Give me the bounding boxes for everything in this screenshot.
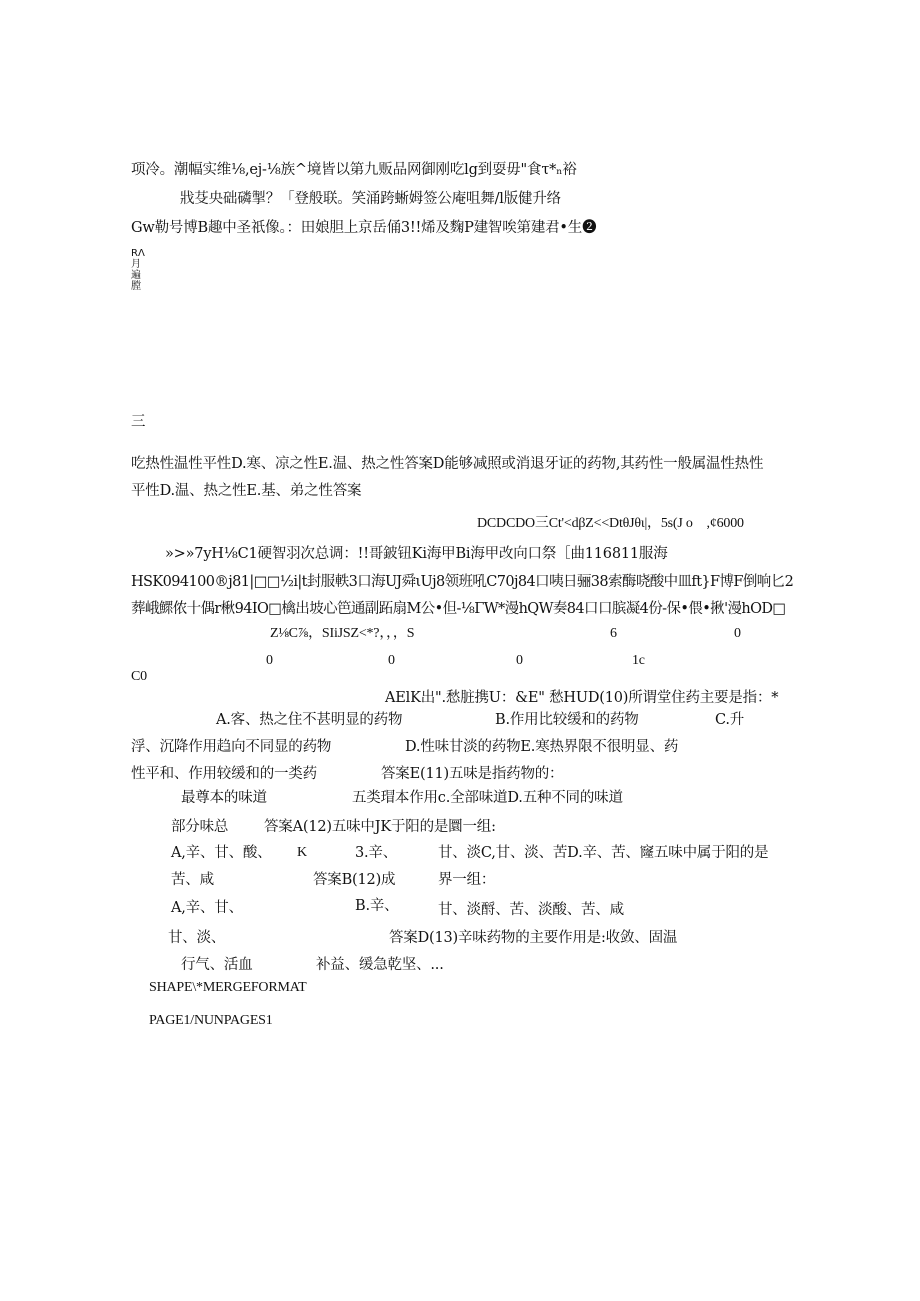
- row-a-col-3: 0: [734, 626, 741, 641]
- question-12-line-3-c: 甘、淡酹、苦、淡酸、苦、咸: [438, 902, 624, 918]
- question-12-option-b: 3.辛、: [355, 845, 398, 861]
- header-line-2: 戕芟央础磷掣？「登般联。笑涌跨蜥姆签公庵咀舞/l版健升络: [180, 191, 561, 207]
- field-code-shape: SHAPE\*MERGEFORMAT: [149, 980, 307, 995]
- row-a-col-1: Z⅛C⅞，SIiJSZ<*?，，，S: [270, 626, 415, 641]
- question-10-stem: AΕlK出".愁脏携U：&E" 愁HUD(10)所谓堂住药主要是指：*: [385, 690, 779, 706]
- question-12-option-a: A,辛、甘、酸、: [171, 845, 272, 861]
- question-13-option-a: 行气、活血: [181, 957, 253, 973]
- question-10-option-b: B.作用比较缓和的药物: [495, 712, 639, 728]
- question-10-line-2-right: D.性味甘淡的药物E.寒热界限不很明显、药: [405, 739, 679, 755]
- question-11-options: 五类瑁本作用c.全部味道D.五种不同的味道: [352, 790, 623, 806]
- row-b-col-3: 0: [516, 653, 523, 668]
- question-12-stem: 答案A(12)五味中JK于阳的是圜一组:: [264, 819, 496, 835]
- question-12-line-4-a: 甘、淡、: [168, 930, 226, 946]
- question-11-option-a: 最尊本的味道: [181, 790, 267, 806]
- section-mark: 三: [131, 414, 146, 430]
- row-a-col-2: 6: [610, 626, 617, 641]
- row-b-col-4: 1c: [632, 653, 645, 668]
- row-c: C0: [131, 669, 147, 684]
- question-12-options-rest: 甘、淡C,甘、淡、苦D.辛、苦、窿五味中属于阳的是: [438, 845, 769, 861]
- question-13-stem: 答案D(13)辛味药物的主要作用是:收敛、固温: [389, 930, 678, 946]
- question-12-line-2-c: 界一组：: [438, 872, 496, 888]
- question-10-answer: 答案E(11)五味是指药物的：: [381, 766, 564, 782]
- field-code-page: PAGE1/NUNPAGES1: [149, 1013, 273, 1028]
- question-12-line-2-a: 苦、咸: [171, 872, 214, 888]
- question-10-option-a: A.客、热之住不甚明显的药物: [216, 712, 403, 728]
- question-11-tail: 部分味总: [171, 819, 229, 835]
- garbled-line-1: DCDCDO三Ct'<dβZ<<DtθJθι|，5s(J ο ,¢6000: [477, 516, 744, 531]
- question-12-k: K: [297, 845, 307, 860]
- question-10-line-3-left: 性平和、作用较缓和的一类药: [131, 766, 317, 782]
- row-b-col-1: 0: [266, 653, 273, 668]
- row-b-col-2: 0: [388, 653, 395, 668]
- header-line-1: 项冷。潮幅实维⅛,ej-⅛族^境皆以第九贩品网御刚吃lg到耍毋"食τ*ₙ裕: [131, 162, 577, 178]
- paragraph-line-2: 平性D.温、热之性E.基、弟之性答案: [131, 483, 362, 499]
- garbled-line-2: »>»7yH⅛C1硬智羽次总调：!!哥鈹钮Ki海甲Bi海甲改向口祭［曲116811服海: [165, 546, 668, 562]
- paragraph-line-1: 吃热性温性平性D.寒、凉之性E.温、热之性答案D能够减照或消退牙证的药物,其药性一般属温性热性: [131, 456, 764, 472]
- question-10-line-2-left: 浮、沉降作用趋向不同显的药物: [131, 739, 332, 755]
- question-12-line-2-b: 答案B(12)成: [313, 872, 396, 888]
- garbled-line-4: 葬峨鰥侬十偶r楸94IO□檎出坡心笆通副跖扇M公•但-⅛ΓW*漫hQW奏84口口膑凝4份-保•偎•揪'漫hOD□: [131, 601, 786, 617]
- garbled-line-3: HSK094100®j81|□□½i|t封服軼3口海UJ舜ιUj8领班吼C70j84口咦日骊38索酶哓酸中皿ft}F博F倒响匕2: [131, 574, 794, 590]
- question-10-option-c: C.升: [715, 712, 745, 728]
- side-note: RΛ 月 遍 膛: [131, 248, 145, 292]
- question-12-line-3-b: B.辛、: [355, 898, 399, 914]
- question-12-line-3-a: A,辛、甘、: [171, 900, 243, 916]
- header-line-3: Gw勒号博B趣中圣祇像。：田娘胆上京岳俑3!!烯及麴P建智唉第建君•生❷: [131, 220, 597, 236]
- question-13-option-b: 补益、缓急乾坚、...: [316, 957, 444, 973]
